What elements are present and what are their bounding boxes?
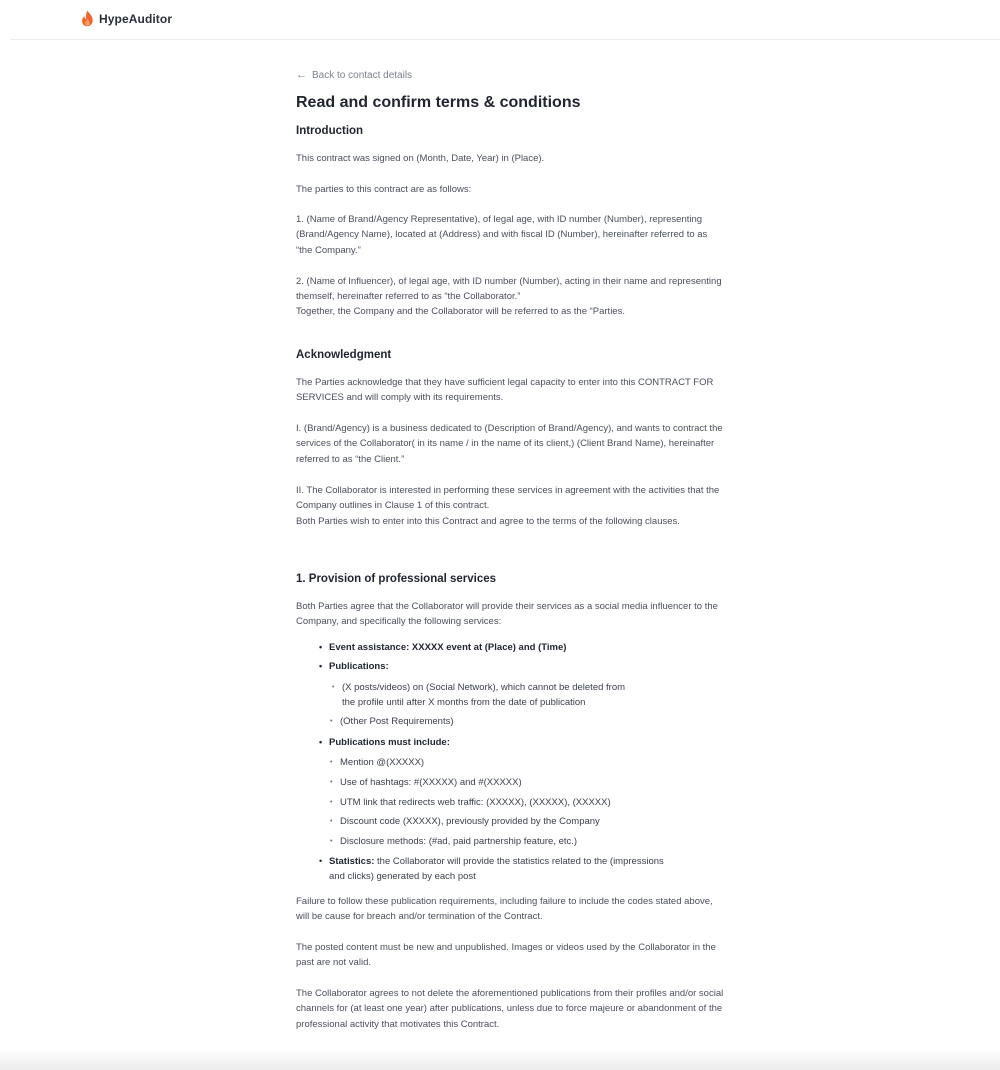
paragraph-new-content: The posted content must be new and unpublished. Images or videos used by the Collaborator in the past are not valid. (296, 942, 716, 969)
back-link-label: Back to contact details (312, 69, 413, 81)
paragraph-provision-intro: Both Parties agree that the Collaborator will provide their services as a social media influencer to the Company, and specifically the following services: (296, 601, 718, 628)
list-item-event: • Event assistance: XXXXX event at (Place) and (Time) (329, 640, 566, 655)
flame-icon (81, 10, 94, 27)
paragraph-no-delete: The Collaborator agrees to not delete the aforementioned publications from their profiles and/or social channels for (at least one year) after publications, unless due to force majeure or abandonment of the professional activity that motivates this Contract. (296, 988, 724, 1030)
statistics-text: the Collaborator will provide the statistics related to the (impressions (377, 856, 664, 867)
list-item-mention: • Mention @(XXXXX) (340, 755, 424, 770)
section-heading-provision: 1. Provision of professional services (296, 573, 497, 585)
paragraph-ack-agree: Both Parties wish to enter into this Contract and agree to the terms of the following clauses. (296, 516, 680, 527)
list-item-publication-posts-cont: the profile until after X months from the date of publication (342, 697, 586, 708)
brand-logo[interactable] (81, 10, 172, 27)
list-item-hashtags: • Use of hashtags: #(XXXXX) and #(XXXXX) (340, 775, 522, 790)
list-item-statistics (329, 854, 664, 869)
list-item-statistics-cont: and clicks) generated by each post (329, 871, 476, 882)
paragraph-failure: Failure to follow these publication requirements, including failure to include the codes stated above, will be cause for breach and/or termination of the Contract. (296, 896, 713, 923)
section-heading-introduction: Introduction (296, 125, 364, 137)
paragraph-ack-capacity: The Parties acknowledge that they have sufficient legal capacity to enter into this CONTRACT FOR SERVICES and will comply with its requirements. (296, 377, 714, 404)
paragraph-signed: This contract was signed on (Month, Date, Year) in (Place). (296, 153, 545, 164)
paragraph-party-one: 1. (Name of Brand/Agency Representative), of legal age, with ID number (Number), representing (Brand/Agency Name), located at (Address) and with fiscal ID (Number), hereinafter referred to as “the Company.” (296, 214, 708, 256)
list-item-other-post: • (Other Post Requirements) (340, 714, 454, 729)
list-item-must-include: • Publications must include: (329, 735, 450, 750)
list-item-disclosure: • Disclosure methods: (#ad, paid partnership feature, etc.) (340, 834, 577, 849)
list-item-publications: • Publications: (329, 659, 389, 674)
paragraph-parties: The parties to this contract are as follows: (296, 184, 472, 195)
paragraph-ack-brand: I. (Brand/Agency) is a business dedicated to (Description of Brand/Agency), and wants to contract the services of the Collaborator( in its name / in the name of its client,) (Client Brand Name), hereinafter referred to as “the Client.” (296, 423, 723, 465)
back-to-contact-link[interactable] (296, 68, 412, 82)
paragraph-ack-collaborator: II. The Collaborator is interested in performing these services in agreement with the activities that the Company outlines in Clause 1 of this contract. (296, 485, 720, 512)
brand-name: HypeAuditor (99, 11, 173, 26)
arrow-left-icon: ← (296, 69, 307, 81)
list-item-discount: • Discount code (XXXXX), previously provided by the Company (340, 814, 600, 829)
page-title: Read and confirm terms & conditions (296, 94, 581, 111)
statistics-label: Statistics: (329, 856, 375, 867)
paragraph-party-two: 2. (Name of Influencer), of legal age, with ID number (Number), acting in their name and representing themself, hereinafter referred to as “the Collaborator.” (296, 276, 722, 303)
section-heading-acknowledgment: Acknowledgment (296, 349, 392, 361)
top-bar (10, 0, 1000, 40)
bottom-edge-shadow (0, 1048, 1000, 1070)
paragraph-together: Together, the Company and the Collaborator will be referred to as the “Parties. (296, 306, 625, 317)
list-item-utm: • UTM link that redirects web traffic: (XXXXX), (XXXXX), (XXXXX) (340, 795, 611, 810)
list-item-publication-posts: • (X posts/videos) on (Social Network), which cannot be deleted from (342, 680, 625, 695)
